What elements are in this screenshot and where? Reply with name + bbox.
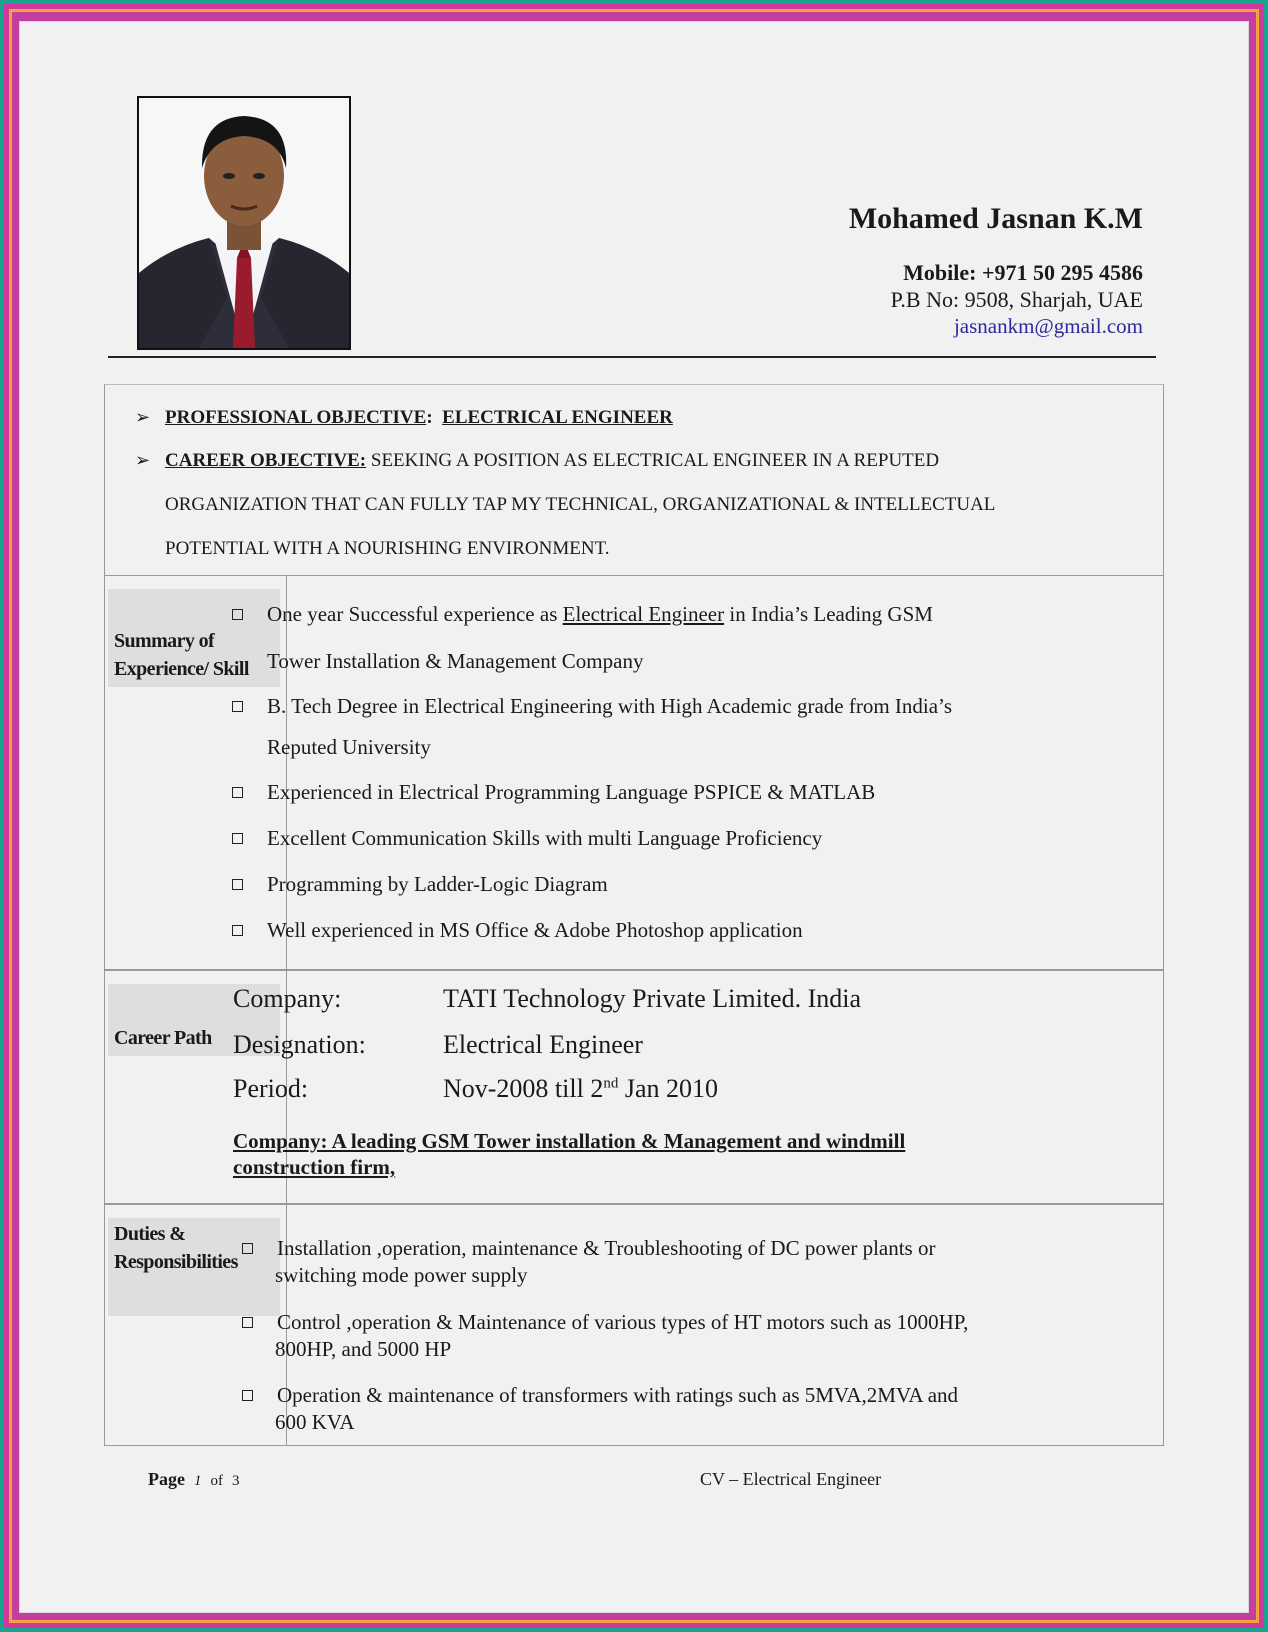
square-bullet-icon: [232, 787, 243, 798]
arrow-bullet-icon: ➢: [135, 407, 151, 428]
duties-label: [108, 1218, 280, 1316]
career-label-text: Career Path: [114, 1027, 212, 1049]
column-divider: [286, 576, 287, 970]
square-bullet-icon: [242, 1243, 253, 1254]
duty-item: Installation ,operation, maintenance & Troubleshooting of DC power plants or: [242, 1236, 935, 1261]
summary-item: Experienced in Electrical Programming Language PSPICE & MATLAB: [232, 780, 875, 805]
period-label: Period:: [233, 1074, 309, 1103]
company-label: Company:: [233, 984, 342, 1013]
duties-label-line-2: Responsibilities: [114, 1251, 238, 1273]
summary-item: Programming by Ladder-Logic Diagram: [232, 872, 608, 897]
square-bullet-icon: [232, 833, 243, 844]
person-portrait-icon: [139, 98, 349, 348]
career-objective-line-3: POTENTIAL WITH A NOURISHING ENVIRONMENT.: [165, 538, 610, 559]
email-link[interactable]: jasnankm@gmail.com: [953, 314, 1143, 338]
designation-label: Designation:: [233, 1030, 366, 1059]
firm-description-line-1: Company: A leading GSM Tower installation & Management and windmill: [233, 1129, 906, 1153]
career-objective-text: SEEKING A POSITION AS ELECTRICAL ENGINEER IN A REPUTED: [366, 450, 940, 471]
professional-objective-value: ELECTRICAL ENGINEER: [442, 407, 673, 428]
duty-item-continuation: switching mode power supply: [275, 1263, 528, 1287]
objectives-section: [104, 384, 1164, 599]
period-value: Nov-2008 till 2nd Jan 2010: [443, 1074, 719, 1103]
designation-value: Electrical Engineer: [443, 1030, 643, 1059]
header-divider: [108, 356, 1156, 358]
postal-address: P.B No: 9508, Sharjah, UAE: [890, 287, 1143, 312]
square-bullet-icon: [242, 1317, 253, 1328]
summary-label-line-2: Experience/ Skill: [114, 658, 249, 680]
square-bullet-icon: [242, 1390, 253, 1401]
candidate-name: Mohamed Jasnan K.M: [848, 202, 1143, 235]
career-objective-label: CAREER OBJECTIVE:: [165, 450, 367, 471]
professional-objective: [135, 407, 673, 429]
professional-objective-label: PROFESSIONAL OBJECTIVE: [165, 407, 427, 428]
company-value: TATI Technology Private Limited. India: [443, 984, 862, 1013]
square-bullet-icon: [232, 925, 243, 936]
document-title: CV – Electrical Engineer: [700, 1469, 882, 1489]
profile-photo: [137, 96, 351, 350]
summary-item-continuation: Reputed University: [267, 735, 431, 759]
square-bullet-icon: [232, 609, 243, 620]
career-objective: [135, 450, 939, 472]
page-number: Page 1 of 3: [148, 1469, 240, 1489]
summary-item-continuation: Tower Installation & Management Company: [267, 649, 644, 673]
firm-description-line-2: construction firm,: [233, 1155, 396, 1179]
summary-item: B. Tech Degree in Electrical Engineering with High Academic grade from India’s: [232, 694, 952, 719]
career-objective-line-2: ORGANIZATION THAT CAN FULLY TAP MY TECHNICAL, ORGANIZATIONAL & INTELLECTUAL: [165, 494, 996, 515]
summary-item: One year Successful experience as Electrical Engineer in India’s Leading GSM: [232, 602, 933, 627]
duty-item: Control ,operation & Maintenance of various types of HT motors such as 1000HP,: [242, 1310, 968, 1335]
electrical-engineer-link: Electrical Engineer: [562, 602, 725, 626]
resume-page: [20, 22, 1248, 1612]
duty-item-continuation: 600 KVA: [275, 1410, 355, 1434]
mobile-number: Mobile: +971 50 295 4586: [903, 260, 1143, 285]
square-bullet-icon: [232, 879, 243, 890]
summary-item: Excellent Communication Skills with multi Language Proficiency: [232, 826, 822, 851]
summary-label-line-1: Summary of: [114, 630, 215, 652]
duty-item-continuation: 800HP, and 5000 HP: [275, 1337, 452, 1361]
duties-label-line-1: Duties &: [114, 1223, 186, 1245]
professional-objective-separator: :: [426, 407, 433, 428]
summary-item: Well experienced in MS Office & Adobe Photoshop application: [232, 918, 803, 943]
square-bullet-icon: [232, 701, 243, 712]
arrow-bullet-icon: ➢: [135, 450, 151, 471]
duty-item: Operation & maintenance of transformers with ratings such as 5MVA,2MVA and: [242, 1383, 958, 1408]
